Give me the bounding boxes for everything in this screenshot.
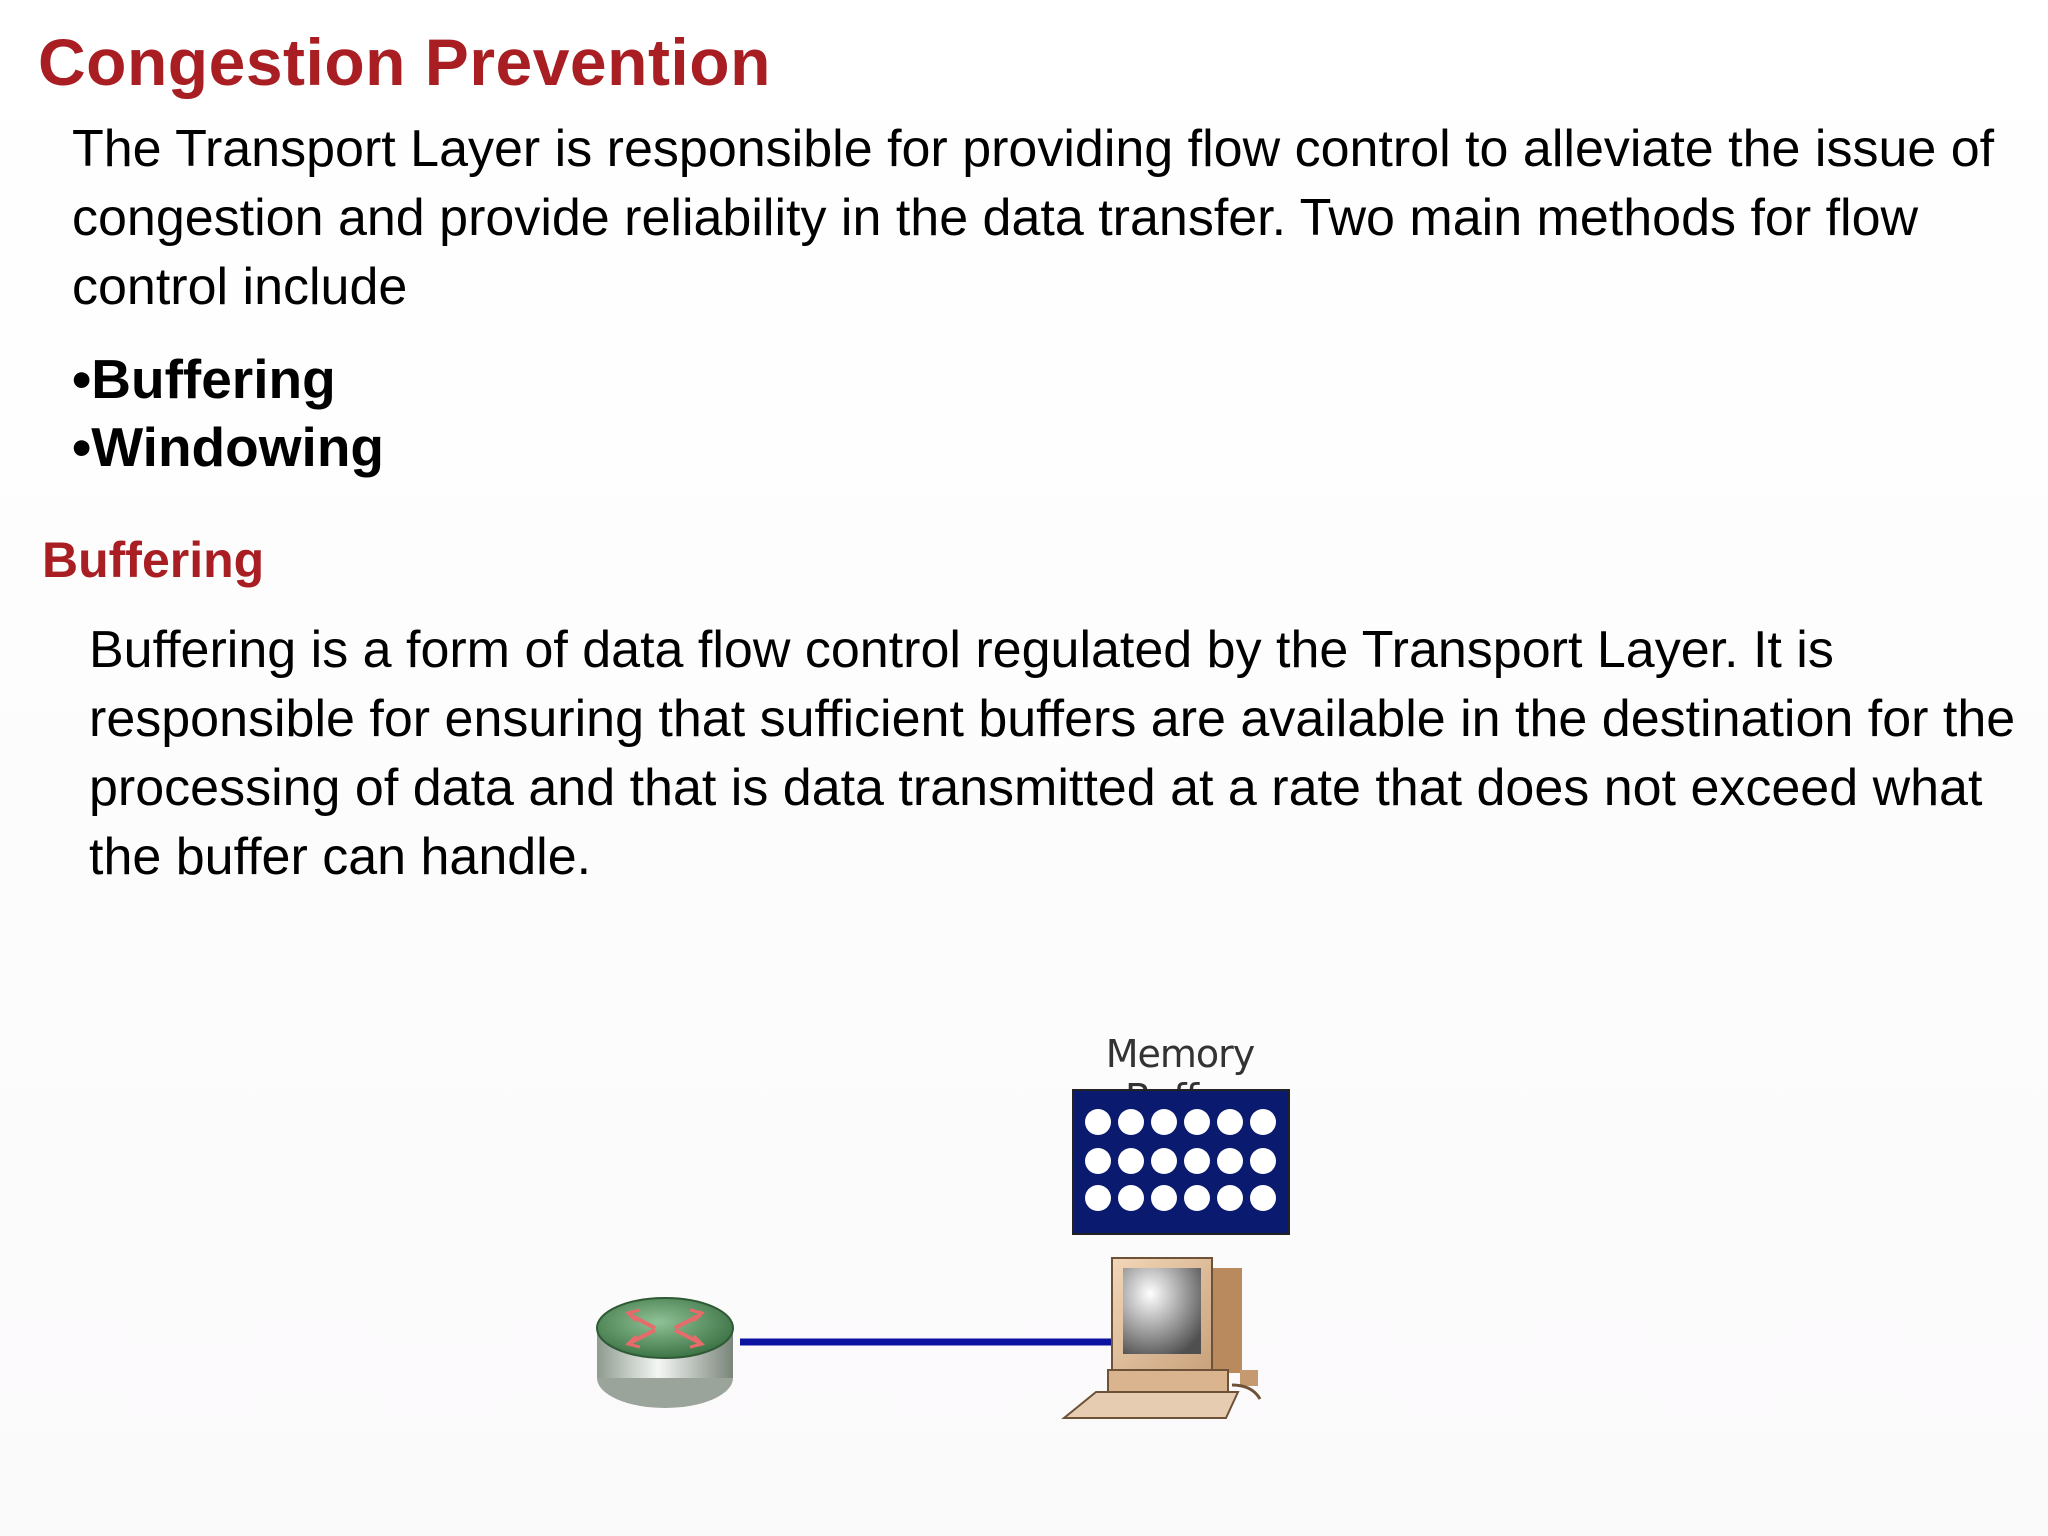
intro-paragraph: The Transport Layer is responsible for providing flow control to alleviate the issue of congestion and provide reliability in the data transfer. Two main methods for flow control include	[72, 120, 1995, 316]
method-item-windowing: •Windowing	[72, 416, 385, 478]
method-item-buffering: •Buffering	[72, 348, 336, 410]
memory-buffer-label: Memory	[1105, 1032, 1255, 1076]
section-body: Buffering is a form of data flow control regulated by the Transport Layer. It is responsible for ensuring that sufficient buffers are available in the destination for the processing of data and that is data transmitted at a rate that does not exceed what the buffer can handle.	[89, 621, 2016, 886]
memory-buffer-grid	[1073, 1090, 1289, 1234]
section-heading: Buffering	[42, 532, 265, 588]
router-icon	[597, 1298, 733, 1408]
method-list	[72, 345, 384, 481]
slide-title: Congestion Prevention	[38, 25, 771, 99]
